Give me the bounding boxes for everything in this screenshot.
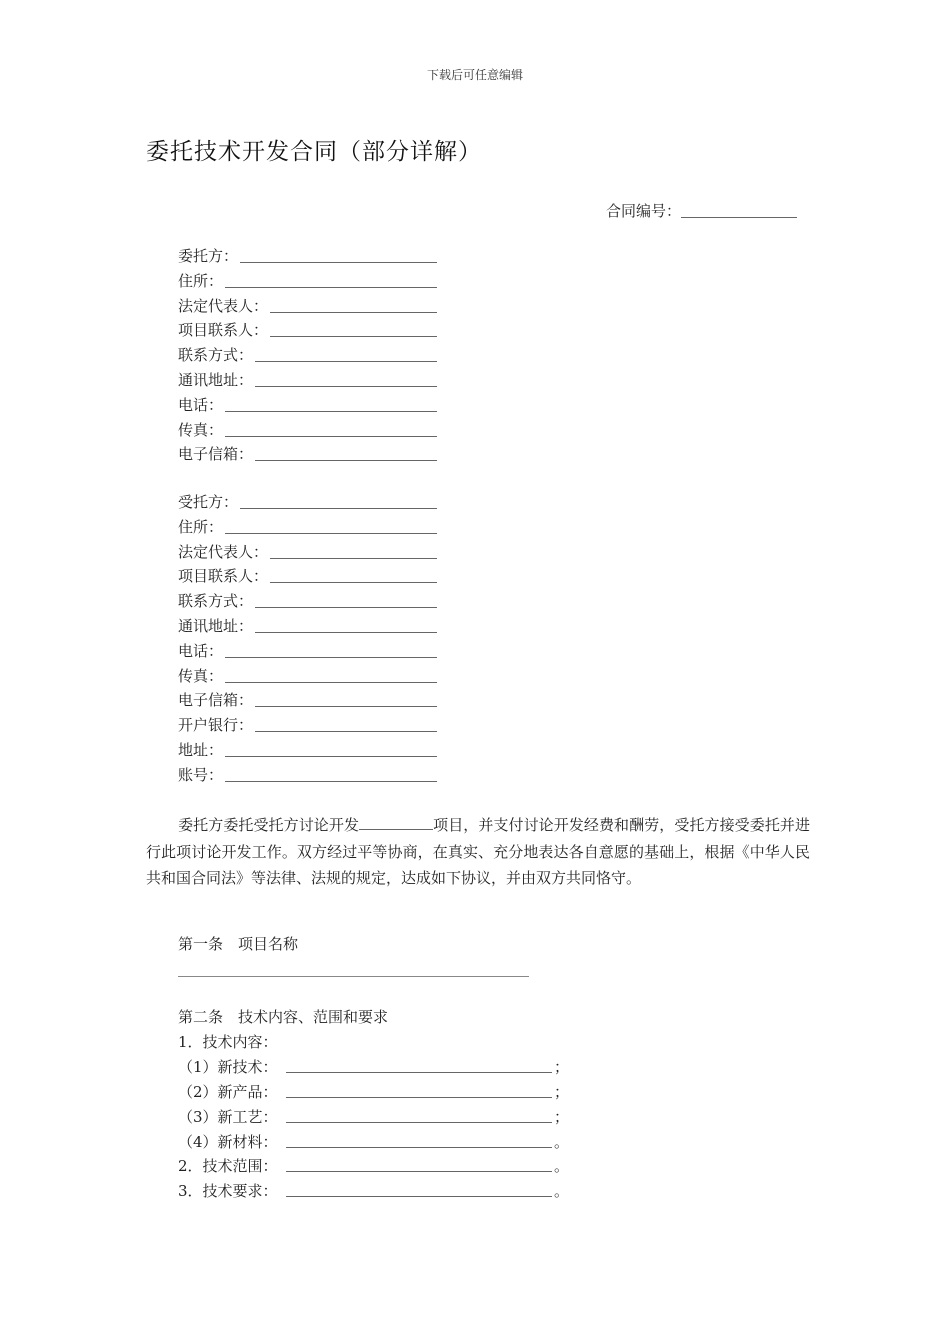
- party-field-blank: [225, 435, 437, 437]
- party-field-row: [178, 368, 268, 393]
- party-field-blank: [270, 581, 437, 583]
- contract-number-label: 合同编号：: [606, 202, 682, 220]
- technical-item-row: [178, 1130, 570, 1155]
- party-field-row: [178, 294, 268, 319]
- party-field-label: 电子信箱：: [178, 691, 254, 710]
- technical-item-punctuation: 。: [554, 1182, 570, 1201]
- party-field-row: [178, 244, 268, 269]
- article-2-heading: 第二条 技术内容、范围和要求: [178, 1008, 389, 1026]
- party-field-row: [178, 614, 268, 639]
- party-field-row: [178, 763, 268, 788]
- technical-item-label: （2）新产品：: [178, 1082, 278, 1101]
- technical-item-blank: [286, 1122, 552, 1123]
- technical-item-blank: [286, 1171, 552, 1172]
- technical-item-blank: [286, 1147, 552, 1148]
- intro-text-part1: 委托方委托受托方讨论开发: [178, 816, 360, 834]
- party-field-blank: [225, 532, 437, 534]
- party-field-row: [178, 664, 268, 689]
- technical-item-punctuation: 。: [554, 1132, 570, 1151]
- header-note: 下载后可任意编辑: [426, 68, 523, 82]
- party-field-row: [178, 564, 268, 589]
- party-field-label: 联系方式：: [178, 592, 254, 611]
- party-field-blank: [225, 755, 437, 757]
- party-field-blank: [270, 557, 437, 559]
- technical-item-label: （4）新材料：: [178, 1132, 278, 1151]
- party-field-row: [178, 418, 268, 443]
- party-field-blank: [255, 360, 437, 362]
- article-1-heading: 第一条 项目名称: [178, 935, 299, 953]
- party-field-blank: [270, 335, 437, 337]
- party-field-row: [178, 490, 268, 515]
- party-field-label: 账号：: [178, 765, 224, 784]
- party-field-label: 受托方：: [178, 493, 239, 511]
- party-field-label: 项目联系人：: [178, 567, 269, 586]
- party-field-row: [178, 589, 268, 614]
- party-field-row: [178, 343, 268, 368]
- party-field-blank: [270, 311, 437, 313]
- technical-item-row: [178, 1105, 570, 1130]
- party-field-blank: [255, 606, 437, 608]
- party-field-label: 开户银行：: [178, 716, 254, 735]
- party-field-label: 住所：: [178, 517, 224, 536]
- party-field-row: [178, 442, 268, 467]
- party-field-label: 传真：: [178, 666, 224, 685]
- party-field-label: 项目联系人：: [178, 321, 269, 340]
- party-field-label: 通讯地址：: [178, 616, 254, 635]
- technical-item-punctuation: ；: [554, 1107, 570, 1126]
- document-title: 委托技术开发合同（部分详解）: [146, 139, 482, 165]
- technical-item-label: 2．技术范围：: [178, 1157, 278, 1176]
- party-field-row: [178, 393, 268, 418]
- party-field-row: [178, 713, 268, 738]
- party-field-blank: [225, 286, 437, 288]
- technical-item-label: 3．技术要求：: [178, 1182, 278, 1201]
- party-field-blank: [255, 705, 437, 707]
- article-1-blank: [178, 976, 529, 977]
- technical-item-punctuation: ；: [554, 1057, 570, 1076]
- contract-number-blank: [681, 203, 797, 218]
- contractor-party-block: [178, 490, 268, 788]
- technical-item-blank: [286, 1072, 552, 1073]
- technical-item-punctuation: ；: [554, 1082, 570, 1101]
- party-field-blank: [225, 656, 437, 658]
- technical-item-row: [178, 1080, 570, 1105]
- party-field-row: [178, 318, 268, 343]
- party-field-row: [178, 639, 268, 664]
- party-field-blank: [225, 410, 437, 412]
- project-name-blank: [359, 815, 433, 830]
- party-field-label: 电子信箱：: [178, 445, 254, 464]
- contract-number-field: [606, 200, 797, 221]
- technical-item-row: [178, 1055, 570, 1080]
- party-field-blank: [255, 459, 437, 461]
- party-field-label: 联系方式：: [178, 346, 254, 365]
- party-field-row: [178, 688, 268, 713]
- technical-item-label: （3）新工艺：: [178, 1107, 278, 1126]
- technical-item-punctuation: 。: [554, 1157, 570, 1176]
- party-field-row: [178, 540, 268, 565]
- party-field-blank: [255, 631, 437, 633]
- party-field-label: 地址：: [178, 740, 224, 759]
- party-field-blank: [240, 507, 437, 509]
- technical-item-row: [178, 1179, 570, 1204]
- party-field-label: 电话：: [178, 395, 224, 414]
- party-field-blank: [255, 385, 437, 387]
- party-field-label: 委托方：: [178, 247, 239, 265]
- technical-items-list: [178, 1030, 570, 1204]
- client-party-block: [178, 244, 268, 467]
- technical-item-blank: [286, 1097, 552, 1098]
- intro-text-part2: 项目，并支付讨论开发经费和酬劳，受托方接受委托并进行此项讨论开发工作。双方经过平等协商，在真实、充分地表达各自意愿的基础上，根据《中华人民共和国合同法》等法律、法规的规定，达成如下协议，并由双方共同恪守。: [146, 816, 810, 887]
- technical-item-row: [178, 1030, 278, 1055]
- party-field-blank: [255, 730, 437, 732]
- party-field-label: 传真：: [178, 420, 224, 439]
- party-field-row: [178, 738, 268, 763]
- party-field-row: [178, 269, 268, 294]
- party-field-label: 住所：: [178, 271, 224, 290]
- party-field-label: 电话：: [178, 641, 224, 660]
- technical-item-label: （1）新技术：: [178, 1057, 278, 1076]
- party-field-blank: [225, 780, 437, 782]
- party-field-row: [178, 515, 268, 540]
- technical-item-row: [178, 1154, 570, 1179]
- intro-paragraph: [146, 812, 810, 892]
- party-field-label: 法定代表人：: [178, 296, 269, 315]
- technical-item-blank: [286, 1196, 552, 1197]
- party-field-label: 通讯地址：: [178, 370, 254, 389]
- party-field-blank: [240, 261, 437, 263]
- party-field-blank: [225, 681, 437, 683]
- technical-item-label: 1．技术内容：: [178, 1033, 278, 1051]
- party-field-label: 法定代表人：: [178, 542, 269, 561]
